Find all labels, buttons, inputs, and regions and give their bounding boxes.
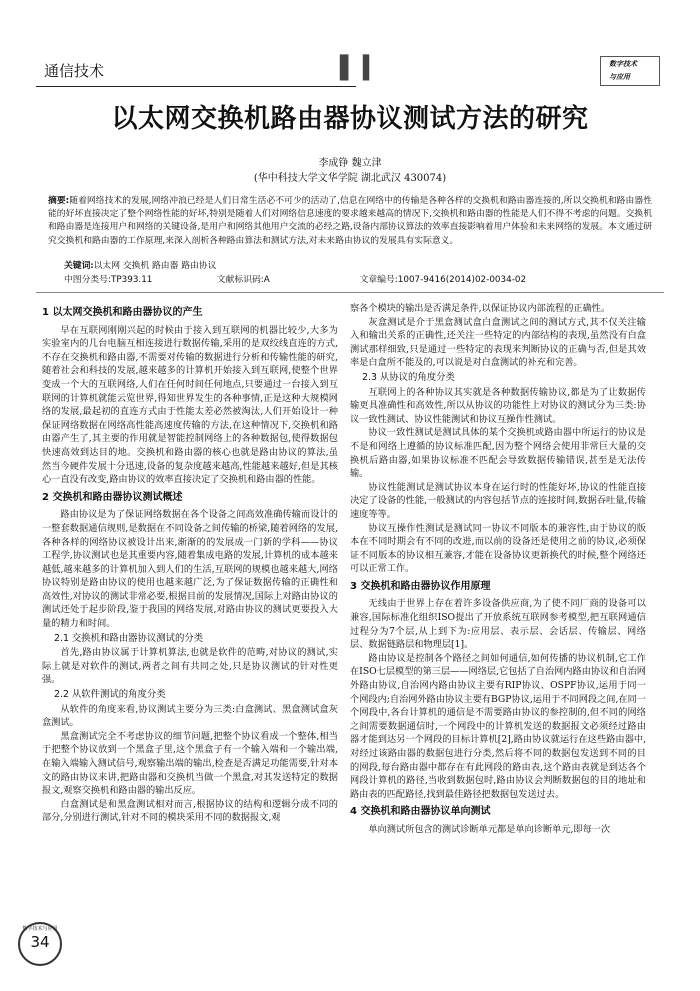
paragraph: 察各个模块的输出是否满足条件,以保证协议内部流程的正确性。 [350,303,611,314]
page-number: 34 [30,933,50,951]
section-1-title: 1 以太网交换机和路由器协议的产生 [42,307,203,318]
paragraph: 单向测试所包含的测试诊断单元都是单向诊断单元,即每一次 [368,823,611,835]
abstract [48,195,652,248]
keywords-label: 关键词: [64,261,94,271]
subsection-2-3-title: 2.3 从协议的角度分类 [362,371,455,383]
clc-number: 中图分类号:TP393.11 [64,275,153,285]
paragraph: 路由协议是为了保证网络数据在各个设备之间高效准确传输而设计的一整套数据通信规则,是数据在不同设备之间传输的桥梁,随着网络的发展,各种各样的网络协议被设计出来,渐渐的的发展成一门新的学科——协议工程学,协议测试也是其重要内容,随着集成电路的发展,计算机的成本越来越低,越来越多的计算机加入到人们的生活,互联网的规模也越来越大,网络协议特别是路由协议的使用也越来越广泛,为了保证数据传输的正确性和高效性,对协议的测试非常必要,根据目前的发展情况,国际上对路由协议的测试还处于起步阶段,鉴于我国的网络发展,对路由协议的测试更要投入大量的精力和时间。 [42,509,338,630]
authors: 李成铮 魏立津 [318,158,382,169]
paragraph: 协议互操作性测试是测试同一协议不同版本的兼容性,由于协议的版本在不同时期会有不同的改进,而以前的设备还是使用之前的协议,必须保证不同版本的协议相互兼容,才能在设备协议更新换代的时候,整个网络还可以正常工作。 [350,522,646,575]
abstract-text: 随着网络技术的发展,网络冲浪已经是人们日常生活必不可少的活动了,信息在网络中的传输是各种各样的交换机和路由器连接的,所以交换机和路由器性能的好坏直接决定了整个网络性能的好坏,特别是随着人们对网络信息速度的要求越来越高的情况下,交换机和路由器的性能是人们不得不考虑的问题。交换机和路由器是连接用户和网络的关键设备,是用户和网络其他用户交流的必经之路,设备内部协议算法的效率直接影响着用户体验和未来网络的发展。本文通过研究交换机和路由器的工作原理,来深入剖析各种路由算法和测试方法,对未来路由协议的发展具有实际意义。 [48,196,652,246]
paragraph: 路由协议是控制各个路径之间如何通信,如何传播的协议机制,它工作在ISO七层模型的第三层——网络层,它包括了自治网内路由协议和自治网外路由协议,自治网内路由协议主要有RIP协议、OSPF协议,运用于同一个网段内;自治网外路由协议主要有BGP协议,运用于不同网段之间,在同一个网段中,各台计算机的通信是不需要路由协议的参控制的,但不同的网络之间需要数据通信时,一个网段中的计算机发送的数据报文必须经过路由器才能到达另一个网段的目标计算机[2],路由协议就运行在这些路由器中,对经过该路由器的数据包进行分类,然后将不同的数据包发送到不同的目的网段,每台路由器中都存在有此网段的路由表,这个路由表就是到达各个网段计算机的路径,当收到数据包时,路由协议会判断数据包的目的地址和路由表的匹配路径,找到最佳路径把数据包发送过去。 [350,652,646,800]
section-2-title: 2 交换机和路由器协议测试概述 [42,491,183,503]
affiliation: (华中科技大学文华学院 湖北武汉 430074) [253,173,447,184]
article-number: 文章编号:1007-9416(2014)02-0034-02 [359,275,527,285]
subsection-2-1-title: 2.1 交换机和路由器协议测试的分类 [54,632,204,644]
document-code: 文献标识码:A [216,275,270,285]
keywords-text: 以太网 交换机 路由器 路由协议 [93,261,217,271]
paragraph: 协议一致性测试是测试具体的某个交换机或路由器中所运行的协议是不是和网络上遵循的协议标准匹配,因为整个网络会使用非常巨大量的交换机后路由器,如果协议标准不匹配会导致数据传输错误,甚至是无法传输。 [350,427,646,480]
abstract-divider [36,292,664,293]
journal-badge [600,56,660,86]
badge-rim-text: 数字技术与应用 [22,926,58,932]
paragraph: 互联网上的各种协议其实就是各种数据传输协议,都是为了让数据传输更具准确性和高效性,所以从协议的功能性上对协议的测试分为三类:协议一致性测试、协议性能测试和协议互操作性测试。 [350,386,646,425]
page-number-badge [18,922,62,966]
abstract-label: 摘要: [48,196,70,206]
running-header [18,56,684,86]
subsection-2-2-title: 2.2 从软件测试的角度分类 [54,689,166,701]
paragraph: 协议性能测试是测试协议本身在运行时的性能好坏,协议的性能直接决定了设备的性能,一般测试的内容包括节点的连接时间,数据吞吐量,传输速度等等。 [350,481,646,520]
paragraph: 首先,路由协议属于计算机算法,也就是软件的范畴,对协议的测试,实际上就是对软件的测试,两者之间有共同之处,只是协议测试的针对性更强。 [42,647,338,686]
journal-badge-line2: 与应用 [609,72,630,81]
section-4-title: 4 交换机和路由器协议单向测试 [350,806,491,818]
paragraph: 白盒测试是和黑盒测试相对而言,根据协议的结构和逻辑分成不同的部分,分别进行测试,针对不同的模块采用不同的数据报文,观 [42,798,338,824]
section-3-title: 3 交换机和路由器协议作用原理 [350,580,491,592]
paragraph: 黑盒测试完全不考虑协议的细节问题,把整个协议看成一个整体,相当于把整个协议放到一个黑盒子里,这个黑盒子有一个输入端和一个输出端,在输入端输入测试信号,观察输出端的输出,检查是否满足功能需要,针对本文的路由协议来讲,把路由器和交换机当做一个黑盒,对其发送特定的数据报文,观察交换机和路由器的输出反应。 [42,730,338,797]
header-rule [36,86,356,87]
paragraph: 灰盒测试是介于黑盒测试盒白盒测试之间的测试方式,其不仅关注输入和输出关系的正确性,还关注一些特定的内部结构的表现,虽然没有白盒测试那样细致,只是通过一些特定的表现来判断协议的正确与否,但是其效率是白盒所不能及的,可以说是对白盒测试的补充和完善。 [350,316,646,369]
article-meta [64,272,624,285]
paragraph: 从软件的角度来看,协议测试主要分为三类:白盒测试、黑盒测试盒灰盒测试。 [42,703,338,729]
right-column [350,302,646,837]
paragraph: 早在互联网刚刚兴起的时候由于接入到互联网的机器比较少,大多为实验室内的几台电脑互相连接进行数据传输,采用的是双绞线直连的方式,不存在交换机和路由器,不需要对传输的数据进行分析和传输性能的研究,随着社会和科技的发展,越来越多的计算机开始接入到互联网,使整个世界变成一个大的互联网络,人们在任何时间任何地点,只要通过一台接入到互联网的计算机就能云览世界,得知世界发生的各种事情,正是这种大规模网络的发展,最起初的直连方式由于性能太差必然被淘汰,人们开始设计一种保证网络数据在网络高性能高速度传输的方法,在这种情况下,交换机和路由器产生了,其主要的作用就是智能控制网络上的各种数据包,使得数据包快速高效到达目的地。交换机和路由器的核心也就是路由协议的算法,虽然当今硬件发展十分迅速,设备的复杂度越来越高,性能越来越好,但是其核心一直没有改变,路由协议的效率直接决定了交换机和路由器的性能。 [42,324,338,486]
keywords [64,258,216,271]
header-bars-decoration: ▌▍ [340,56,386,81]
column-label: 通信技术 [44,62,105,80]
left-column [42,302,338,825]
article-title: 以太网交换机路由器协议测试方法的研究 [111,104,589,134]
paragraph: 无线由于世界上存在着许多设备供应商,为了使不同厂商的设备可以兼容,国际标准化组织ISO提出了开放系统互联网参考模型,把互联网通信过程分为7个层,从上到下为:应用层、表示层、会话层、传输层、网络层、数据链路层和物理层[1]。 [350,598,646,651]
journal-badge-line1: 数字技术 [609,59,637,68]
